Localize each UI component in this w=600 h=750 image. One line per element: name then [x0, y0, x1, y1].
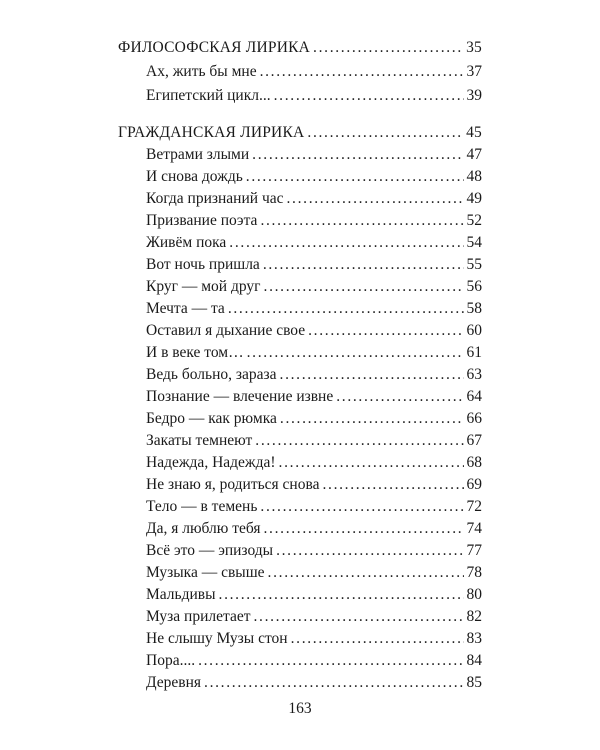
toc-entry-page: 58: [466, 300, 482, 317]
toc-entry-title: Всё это — эпизоды: [146, 542, 274, 559]
toc-entry: [146, 583, 482, 607]
toc-entry-page: 63: [466, 366, 482, 383]
dot-leader: [307, 121, 463, 145]
toc-entry: [146, 275, 482, 299]
toc-section: [118, 36, 482, 60]
toc-entry-title: Тело — в темень: [146, 498, 258, 515]
dot-leader: [264, 517, 464, 541]
toc-entry-title: Пора....: [146, 652, 196, 669]
toc-entry-page: 66: [466, 410, 482, 427]
toc-entry-page: 83: [466, 630, 482, 647]
toc-section: [118, 121, 482, 145]
toc-entry-page: 78: [466, 564, 482, 581]
dot-leader: [246, 165, 464, 189]
toc-entry-title: Ах, жить бы мне: [146, 63, 257, 80]
toc-entry-title: Надежда, Надежда!: [146, 454, 276, 471]
dot-leader: [276, 539, 463, 563]
toc-entry: [146, 671, 482, 695]
toc-entry-page: 47: [466, 146, 482, 163]
toc-entry-title: Закаты темнеют: [146, 432, 253, 449]
toc-entry-page: 82: [466, 608, 482, 625]
toc-entry: [146, 143, 482, 167]
dot-leader: [247, 341, 464, 365]
dot-leader: [268, 561, 464, 585]
toc-entry-page: 80: [466, 586, 482, 603]
toc-entry: [146, 517, 482, 541]
dot-leader: [322, 473, 463, 497]
dot-leader: [260, 209, 463, 233]
toc-entry-page: 67: [466, 432, 482, 449]
toc-entry-title: Муза прилетает: [146, 608, 251, 625]
toc-entry-title: Познание — влечение извне: [146, 388, 334, 405]
toc-entry-page: 56: [466, 278, 482, 295]
dot-leader: [198, 649, 463, 673]
toc-entry: [146, 385, 482, 409]
toc-entry: [146, 429, 482, 453]
dot-leader: [263, 253, 464, 277]
toc-entry-page: 37: [466, 63, 482, 80]
toc-entry: [146, 495, 482, 519]
page-number: 163: [288, 700, 312, 717]
dot-leader: [253, 605, 463, 629]
toc-entry-page: 49: [466, 190, 482, 207]
toc-entry-title: Деревня: [146, 674, 202, 691]
toc-entry-page: 48: [466, 168, 482, 185]
toc-entry-page: 60: [466, 322, 482, 339]
toc-entry: [146, 60, 482, 84]
toc-entry: [146, 407, 482, 431]
toc-entry: [146, 473, 482, 497]
dot-leader: [287, 187, 464, 211]
toc-entry: [146, 209, 482, 233]
toc-entry-title: Ведь больно, зараза: [146, 366, 277, 383]
toc-section-page: 45: [466, 124, 482, 141]
toc-entry-title: Не знаю я, родиться снова: [146, 476, 320, 493]
dot-leader: [260, 60, 464, 84]
dot-leader: [264, 275, 464, 299]
dot-leader: [219, 583, 464, 607]
toc-entry-title: Призвание поэта: [146, 212, 258, 229]
toc-entry-page: 84: [466, 652, 482, 669]
toc-entry: [146, 297, 482, 321]
toc-entry: [146, 561, 482, 585]
toc-entry-title: Да, я люблю тебя: [146, 520, 261, 537]
toc-entry-page: 77: [466, 542, 482, 559]
toc-section-title: ГРАЖДАНСКАЯ ЛИРИКА: [118, 124, 305, 141]
toc-entry: [146, 341, 482, 365]
toc-entry-page: 61: [466, 344, 482, 361]
toc-entry-page: 64: [466, 388, 482, 405]
toc-entry-page: 54: [466, 234, 482, 251]
dot-leader: [291, 627, 464, 651]
toc-entry-title: Мечта — та: [146, 300, 225, 317]
toc-entry-page: 52: [466, 212, 482, 229]
toc-section-page: 35: [466, 39, 482, 56]
toc-entry-title: Круг — мой друг: [146, 278, 261, 295]
toc-entry-page: 74: [466, 520, 482, 537]
toc-entry: [146, 187, 482, 211]
dot-leader: [260, 495, 463, 519]
dot-leader: [255, 429, 463, 453]
toc-entry-page: 68: [466, 454, 482, 471]
dot-leader: [229, 231, 463, 255]
toc-entry-title: Египетский цикл...: [146, 87, 271, 104]
toc-entry: [146, 319, 482, 343]
toc-entry-title: Оставил я дыхание свое: [146, 322, 306, 339]
toc-entry-title: Музыка — свыше: [146, 564, 265, 581]
toc-entry-title: Мальдивы: [146, 586, 216, 603]
dot-leader: [279, 451, 464, 475]
toc-entry: [146, 363, 482, 387]
toc-entry-title: Живём пока: [146, 234, 227, 251]
toc-entry: [146, 231, 482, 255]
toc-entry: [146, 451, 482, 475]
dot-leader: [204, 671, 463, 695]
toc-entry-title: Когда признаний час: [146, 190, 284, 207]
toc-entry-title: Вот ночь пришла: [146, 256, 260, 273]
toc-entry-page: 85: [466, 674, 482, 691]
toc-entry: [146, 649, 482, 673]
dot-leader: [280, 363, 464, 387]
dot-leader: [313, 36, 463, 60]
toc-entry: [146, 165, 482, 189]
toc-entry: [146, 253, 482, 277]
toc-entry-page: 72: [466, 498, 482, 515]
toc-entry: [146, 605, 482, 629]
toc-entry-page: 55: [466, 256, 482, 273]
toc-entry-title: Бедро — как рюмка: [146, 410, 277, 427]
dot-leader: [308, 319, 463, 343]
toc-entry: [146, 539, 482, 563]
toc-entry-title: И в веке том…: [146, 344, 244, 361]
toc-entry-page: 39: [466, 87, 482, 104]
toc-entry-page: 69: [466, 476, 482, 493]
dot-leader: [228, 297, 464, 321]
toc-entry-title: И снова дождь: [146, 168, 243, 185]
toc-entry-title: Не слышу Музы стон: [146, 630, 288, 647]
toc-entry: [146, 627, 482, 651]
toc-entry-title: Ветрами злыми: [146, 146, 250, 163]
dot-leader: [280, 407, 464, 431]
toc-section-title: ФИЛОСОФСКАЯ ЛИРИКА: [118, 39, 311, 56]
dot-leader: [252, 143, 463, 167]
dot-leader: [336, 385, 463, 409]
toc-entry: [146, 84, 482, 108]
dot-leader: [274, 84, 464, 108]
